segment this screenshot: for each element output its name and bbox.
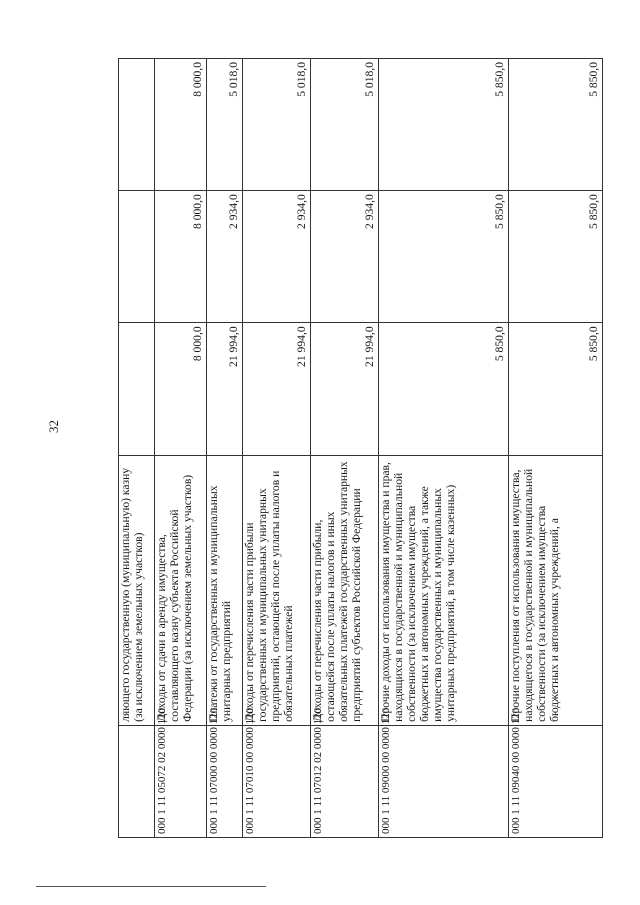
description-cell: Доходы от сдачи в аренду имущества, составляющего казну субъекта Российской Федерации (за исключением земельных участков)	[155, 455, 207, 725]
value-cell-1: 8 000,0	[155, 323, 207, 455]
table-row	[509, 59, 603, 838]
budget-code-cell: 000 1 11 07000 00 0000 120	[207, 725, 243, 837]
value-cell-1	[119, 323, 155, 455]
description-cell: Прочие доходы от использования имущества и прав, находящихся в государственной и муниципальной собственности (за исключением имущества бюджетных и автономных учреждений, а также имущества государственных и муниципальных унитарных предприятий, в том числе казенных)	[379, 455, 509, 725]
footnote-separator	[36, 886, 266, 887]
description-cell: Платежи от государственных и муниципальных унитарных предприятий	[207, 455, 243, 725]
value-cell-2: 2 934,0	[311, 191, 379, 323]
value-cell-2: 2 934,0	[207, 191, 243, 323]
value-cell-3: 8 000,0	[155, 59, 207, 191]
budget-code-cell: 000 1 11 09040 00 0000 120	[509, 725, 603, 837]
value-cell-2	[119, 191, 155, 323]
value-cell-3: 5 850,0	[509, 59, 603, 191]
value-cell-1: 21 994,0	[243, 323, 311, 455]
budget-code-cell: 000 1 11 07012 02 0000 120	[311, 725, 379, 837]
page-number: 32	[46, 420, 61, 433]
budget-code-cell: 000 1 11 07010 00 0000 120	[243, 725, 311, 837]
value-cell-2: 5 850,0	[509, 191, 603, 323]
value-cell-1: 21 994,0	[311, 323, 379, 455]
description-cell: Доходы от перечисления части прибыли государственных и муниципальных унитарных предприятий, остающейся после уплаты налогов и обязательных платежей	[243, 455, 311, 725]
description-cell: Прочие поступления от использования имущества, находящегося в государственной и муниципальной собственности (за исключением имущества бюджетных и автономных учреждений, а	[509, 455, 603, 725]
rotated-table-container	[118, 58, 602, 838]
budget-code-cell: 000 1 11 09000 00 0000 120	[379, 725, 509, 837]
value-cell-3	[119, 59, 155, 191]
budget-revenue-table	[118, 58, 603, 838]
budget-code-cell	[119, 725, 155, 837]
table-row	[379, 59, 509, 838]
table-row	[311, 59, 379, 838]
value-cell-3: 5 018,0	[311, 59, 379, 191]
value-cell-2: 8 000,0	[155, 191, 207, 323]
value-cell-2: 5 850,0	[379, 191, 509, 323]
description-cell: ляющего государственную (муниципальную) казну (за исключением земельных участков)	[119, 455, 155, 725]
budget-code-cell: 000 1 11 05072 02 0000 120	[155, 725, 207, 837]
description-cell: Доходы от перечисления части прибыли, остающейся после уплаты налогов и иных обязательных платежей государственных унитарных предприятий субъектов Российской Федерации	[311, 455, 379, 725]
table-row	[207, 59, 243, 838]
value-cell-1: 5 850,0	[379, 323, 509, 455]
value-cell-3: 5 018,0	[207, 59, 243, 191]
value-cell-1: 21 994,0	[207, 323, 243, 455]
value-cell-2: 2 934,0	[243, 191, 311, 323]
value-cell-3: 5 850,0	[379, 59, 509, 191]
table-row	[155, 59, 207, 838]
table-row	[119, 59, 155, 838]
value-cell-3: 5 018,0	[243, 59, 311, 191]
value-cell-1: 5 850,0	[509, 323, 603, 455]
table-row	[243, 59, 311, 838]
